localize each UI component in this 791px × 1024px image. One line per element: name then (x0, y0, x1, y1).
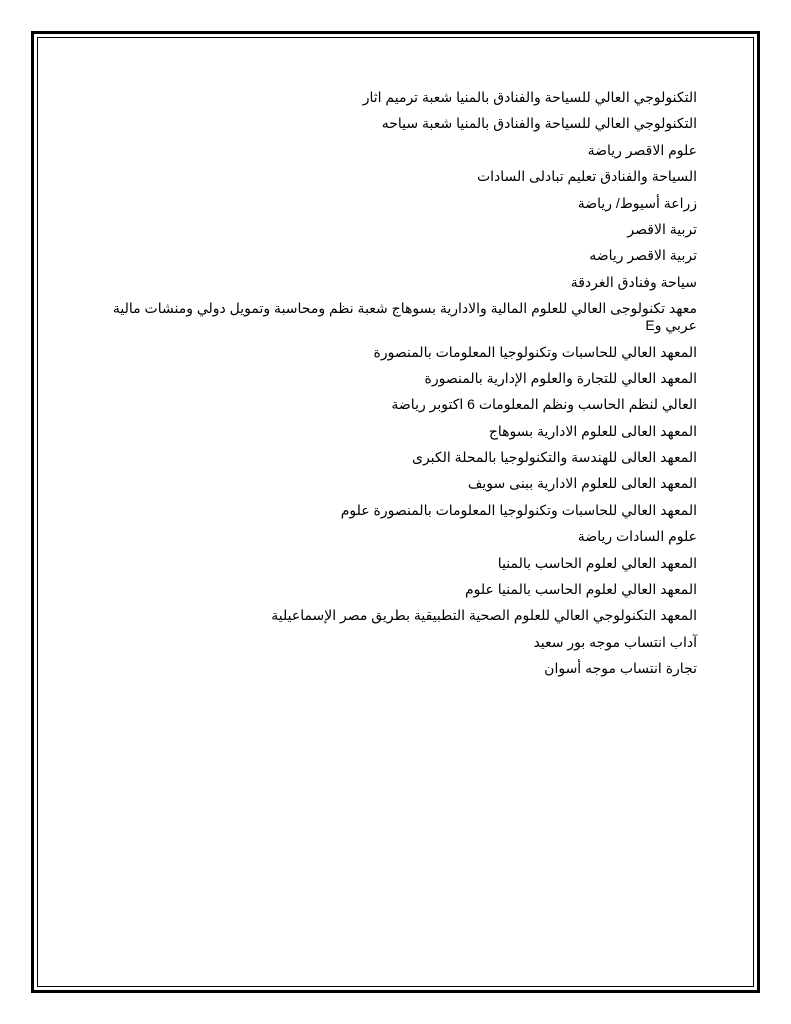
list-item: تجارة انتساب موجه أسوان (544, 660, 697, 677)
list-item: تربية الاقصر رياضه (589, 247, 697, 264)
list-item: علوم السادات رياضة (577, 528, 697, 545)
list-item: المعهد العالي لعلوم الحاسب بالمنيا علوم (465, 581, 697, 598)
institutions-list (87, 89, 697, 687)
list-item: تربية الاقصر (627, 220, 697, 237)
list-item: المعهد العالى للعلوم الادارية ببنى سويف (467, 475, 697, 492)
list-item: معهد تكنولوجى العالي للعلوم المالية والادارية بسوهاج شعبة نظم ومحاسبة وتمويل دولي ومنشات مالية عربي وE (112, 300, 697, 334)
list-item: المعهد العالي لعلوم الحاسب بالمنيا (497, 554, 697, 571)
list-item: المعهد التكنولوجي العالي للعلوم الصحية التطبيقية بطريق مصر الإسماعيلية (271, 607, 697, 624)
list-item: العالي لنظم الحاسب ونظم المعلومات 6 اكتوبر رياضة (391, 396, 697, 413)
list-item: التكنولوجي العالي للسياحة والفنادق بالمنيا شعبة ترميم اثار (362, 89, 697, 105)
list-item: المعهد العالي للحاسبات وتكنولوجيا المعلومات بالمنصورة علوم (340, 501, 697, 518)
list-item: علوم الاقصر رياضة (587, 141, 697, 158)
list-item: المعهد العالى للعلوم الادارية بسوهاج (488, 422, 697, 439)
list-item: السياحة والفنادق تعليم تبادلى السادات (476, 168, 697, 185)
list-item: المعهد العالى للهندسة والتكنولوجيا بالمحلة الكبرى (412, 449, 697, 466)
list-item: التكنولوجي العالي للسياحة والفنادق بالمنيا شعبة سياحه (381, 115, 697, 132)
list-item: زراعة أسيوط/ رياضة (577, 194, 697, 211)
list-item: المعهد العالي للحاسبات وتكنولوجيا المعلومات بالمنصورة (373, 343, 697, 360)
list-item: سياحة وفنادق الغردقة (570, 273, 697, 290)
list-item: المعهد العالي للتجارة والعلوم الإدارية بالمنصورة (424, 369, 697, 386)
list-item: آداب انتساب موجه بور سعيد (533, 633, 697, 650)
